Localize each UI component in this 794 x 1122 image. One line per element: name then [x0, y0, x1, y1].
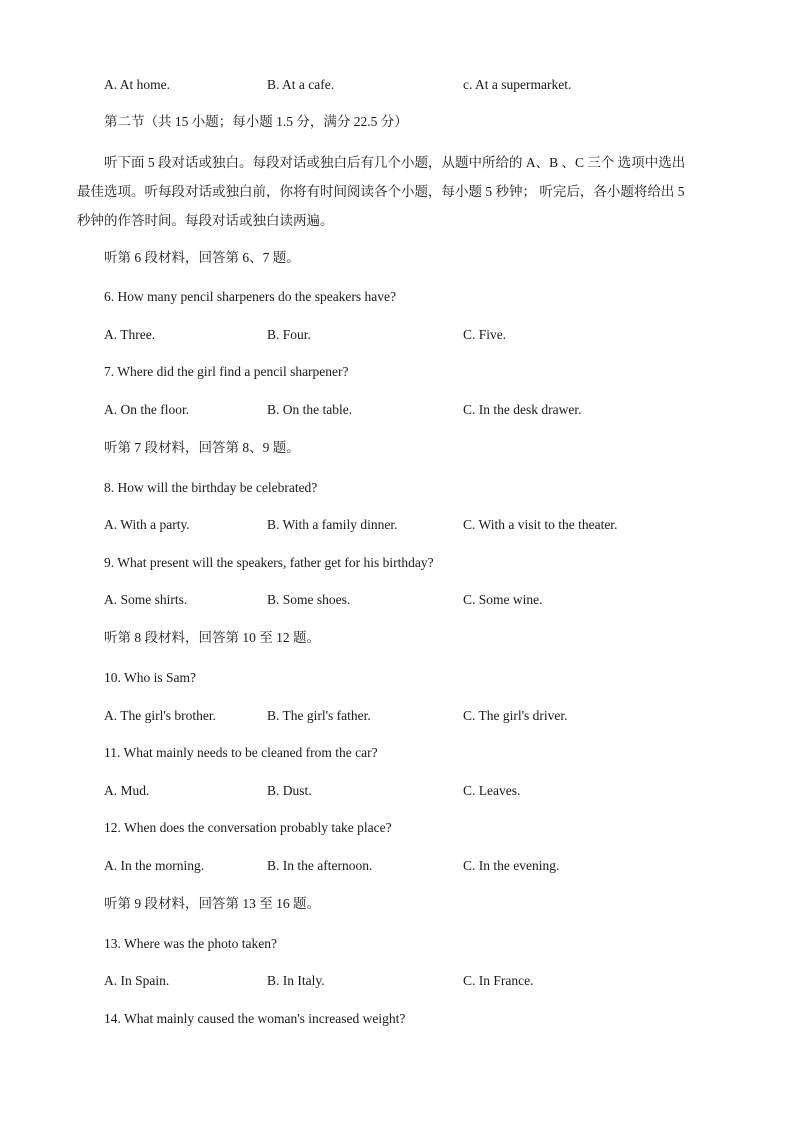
material-9-heading: 听第 9 段材料，回答第 13 至 16 题。	[104, 896, 320, 911]
q11-option-c: C. Leaves.	[463, 783, 521, 798]
q12-options	[104, 857, 724, 875]
q12-option-a: A. In the morning.	[104, 858, 205, 873]
q7-option-b: B. On the table.	[267, 402, 353, 417]
q6-option-c: C. Five.	[463, 327, 507, 342]
q10-question: 10. Who is Sam?	[104, 670, 196, 685]
q5-options	[104, 76, 724, 94]
q5-option-c: c. At a supermarket.	[463, 77, 572, 92]
material-8-heading: 听第 8 段材料，回答第 10 至 12 题。	[104, 630, 320, 645]
q7-option-a: A. On the floor.	[104, 402, 190, 417]
q9-question: 9. What present will the speakers, father get for his birthday?	[104, 555, 434, 570]
q13-option-b: B. In Italy.	[267, 973, 325, 988]
q9-option-c: C. Some wine.	[463, 592, 543, 607]
q14-question: 14. What mainly caused the woman's increased weight?	[104, 1011, 406, 1026]
q11-question: 11. What mainly needs to be cleaned from the car?	[104, 745, 378, 760]
q12-question: 12. When does the conversation probably take place?	[104, 820, 392, 835]
q10-option-a: A. The girl's brother.	[104, 708, 217, 723]
q12-option-b: B. In the afternoon.	[267, 858, 373, 873]
instructions-paragraph	[77, 148, 714, 235]
q8-option-a: A. With a party.	[104, 517, 190, 532]
q12-option-c: C. In the evening.	[463, 858, 560, 873]
q9-option-a: A. Some shirts.	[104, 592, 188, 607]
q6-option-a: A. Three.	[104, 327, 156, 342]
q13-question: 13. Where was the photo taken?	[104, 936, 277, 951]
q10-option-b: B. The girl's father.	[267, 708, 371, 723]
material-6-heading: 听第 6 段材料，回答第 6、7 题。	[104, 250, 300, 265]
q7-question: 7. Where did the girl find a pencil sharpener?	[104, 364, 349, 379]
q9-options	[104, 591, 724, 609]
q7-options	[104, 401, 724, 419]
q5-option-a: A. At home.	[104, 77, 170, 92]
q13-option-c: C. In France.	[463, 973, 534, 988]
instructions-line-3: 秒钟的作答时间。每段对话或独白读两遍。	[77, 213, 334, 228]
q10-options	[104, 707, 724, 725]
q11-options	[104, 782, 724, 800]
q10-option-c: C. The girl's driver.	[463, 708, 568, 723]
q11-option-b: B. Dust.	[267, 783, 312, 798]
instructions-line-1: 听下面 5 段对话或独白。每段对话或独白后有几个小题，从题中所给的 A、B 、C 三个 选项中选出	[104, 155, 686, 170]
q13-options	[104, 972, 724, 990]
q6-options	[104, 326, 724, 344]
q6-option-b: B. Four.	[267, 327, 311, 342]
q8-question: 8. How will the birthday be celebrated?	[104, 480, 318, 495]
q7-option-c: C. In the desk drawer.	[463, 402, 582, 417]
material-7-heading: 听第 7 段材料，回答第 8、9 题。	[104, 440, 300, 455]
instructions-line-2: 最佳选项。听每段对话或独白前，你将有时间阅读各个小题，每小题 5 秒钟； 听完后，各小题将给出 5	[77, 184, 685, 199]
q6-question: 6. How many pencil sharpeners do the speakers have?	[104, 289, 397, 304]
q11-option-a: A. Mud.	[104, 783, 150, 798]
q8-options	[104, 516, 724, 534]
q8-option-b: B. With a family dinner.	[267, 517, 398, 532]
q5-option-b: B. At a cafe.	[267, 77, 335, 92]
q9-option-b: B. Some shoes.	[267, 592, 351, 607]
section-heading: 第二节（共 15 小题；每小题 1.5 分，满分 22.5 分）	[104, 114, 408, 129]
q8-option-c: C. With a visit to the theater.	[463, 517, 618, 532]
q13-option-a: A. In Spain.	[104, 973, 170, 988]
